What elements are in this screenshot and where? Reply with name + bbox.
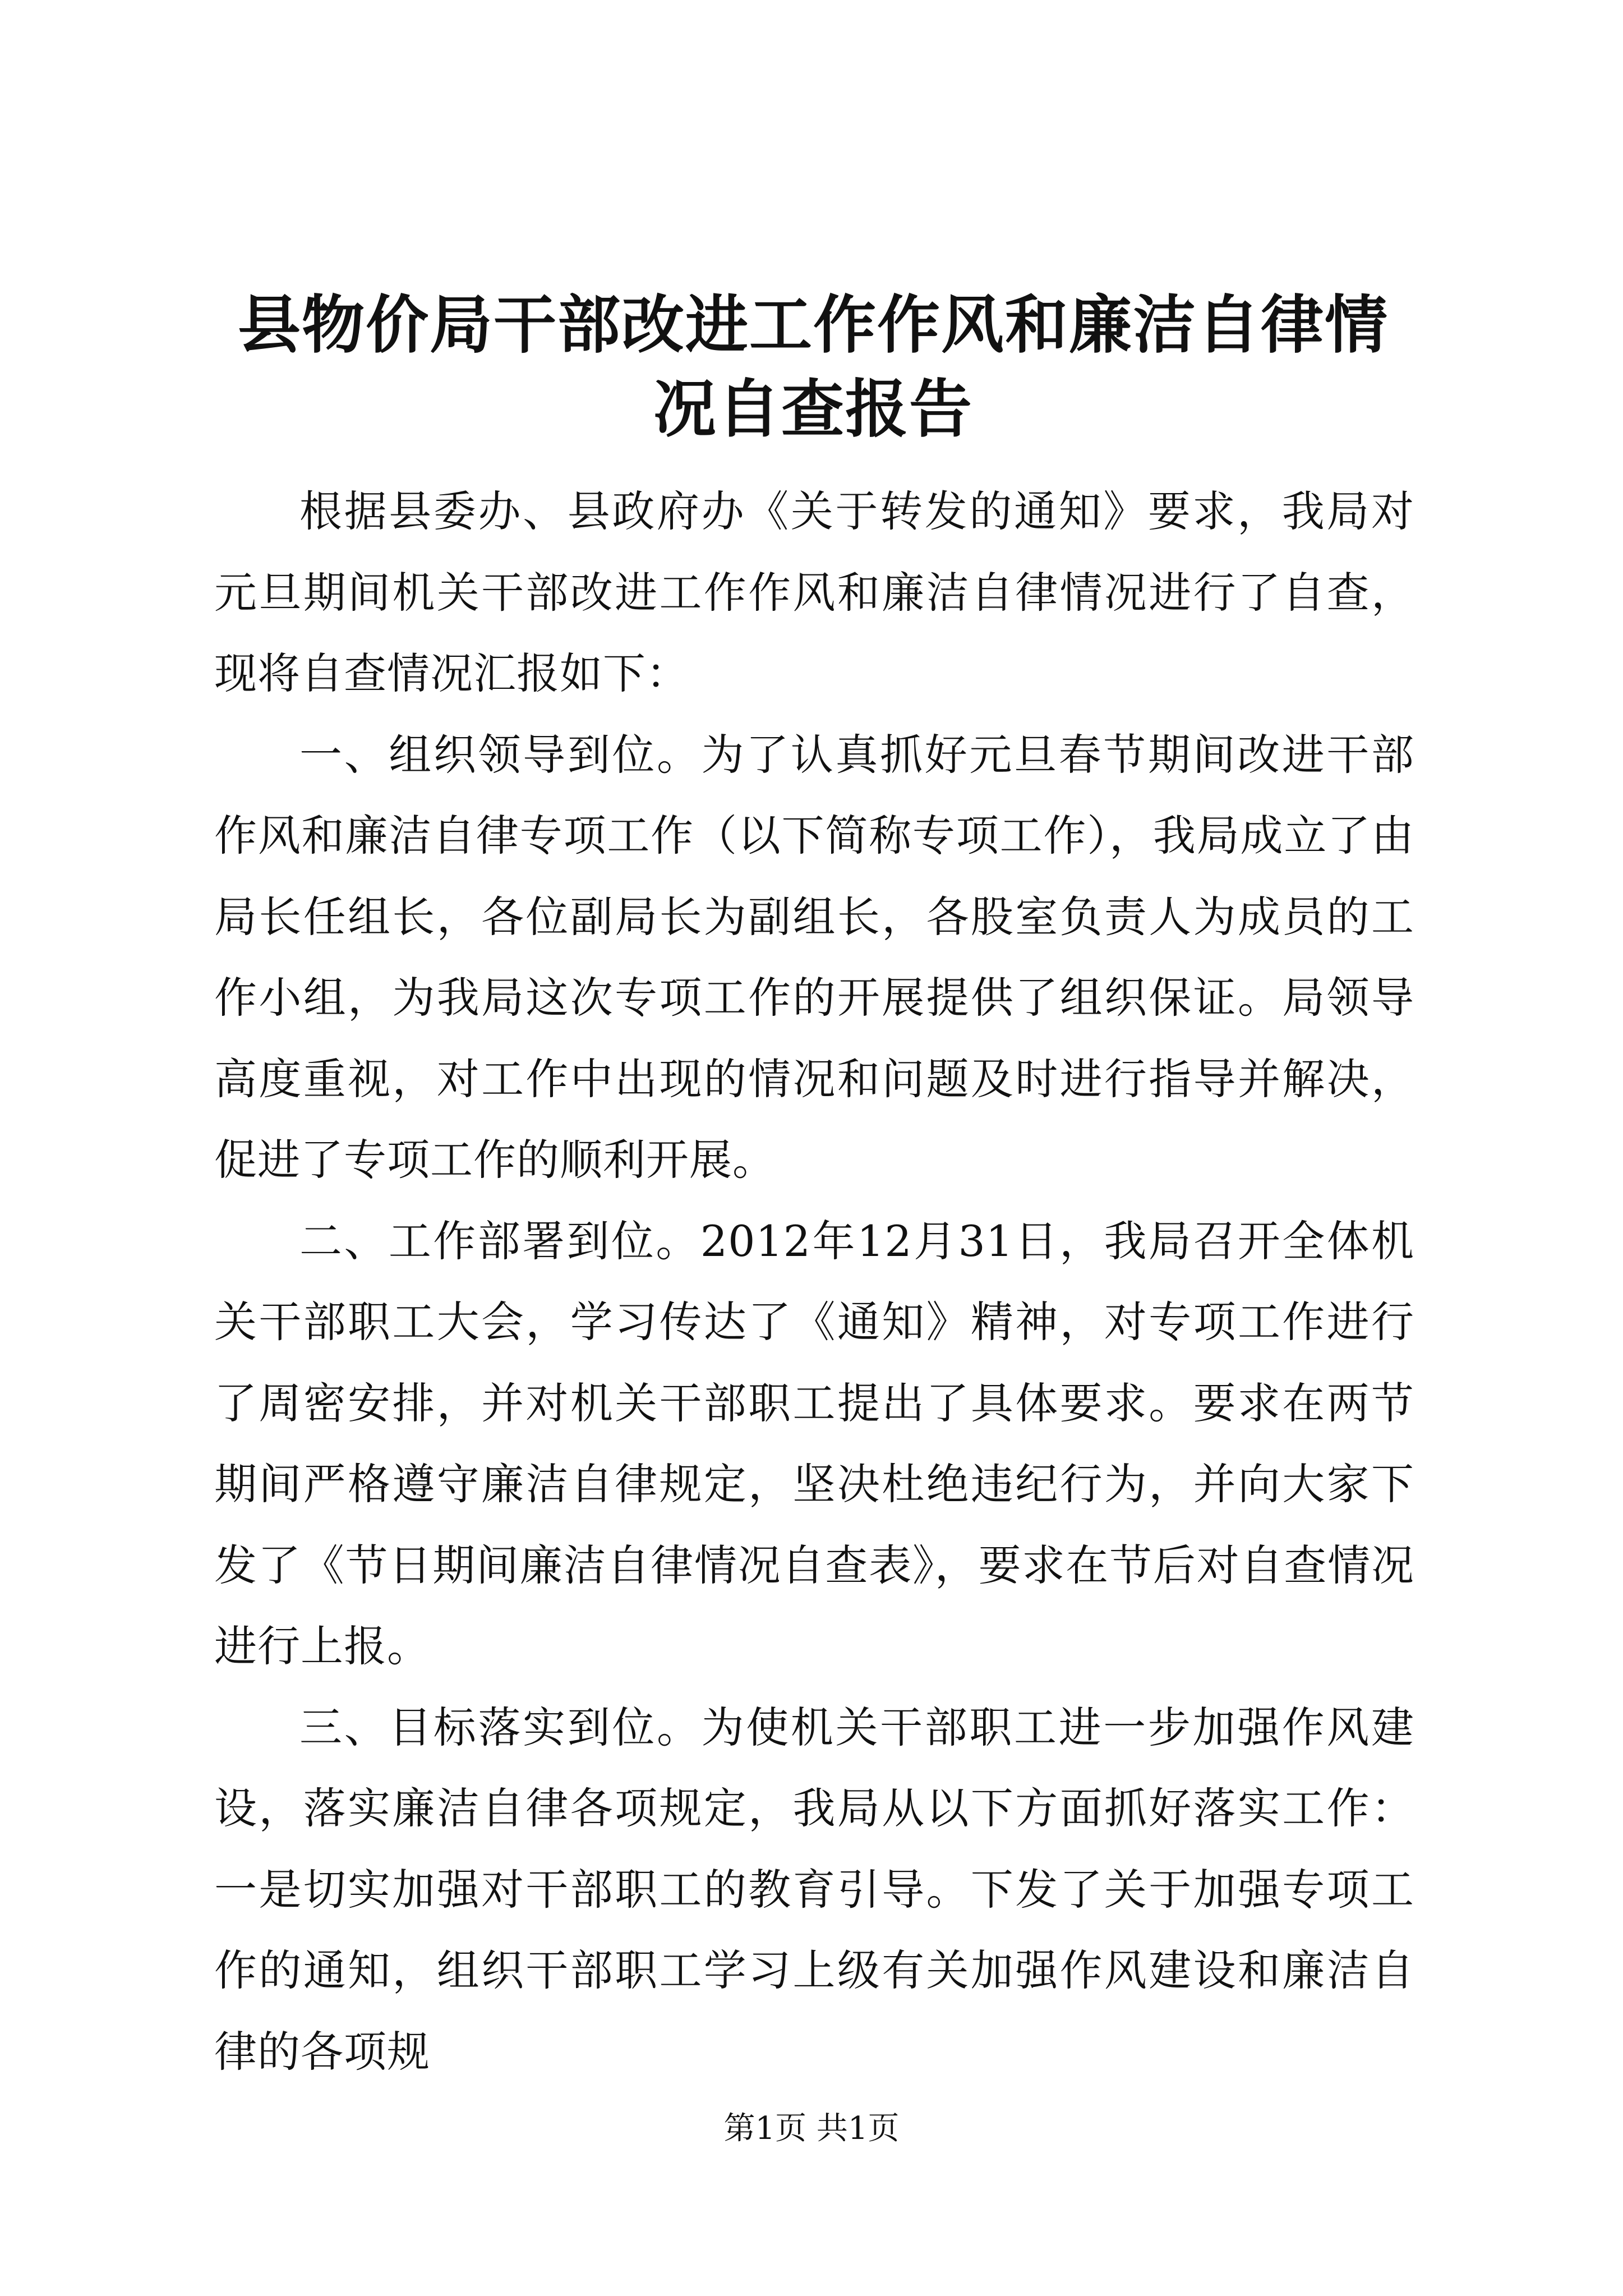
- paragraph-organization: 一、组织领导到位。为了认真抓好元旦春节期间改进干部作风和廉洁自律专项工作（以下简称专项工作），我局成立了由局长任组长，各位副局长为副组长，各股室负责人为成员的工作小组，为我局这次专项工作的开展提供了组织保证。局领导高度重视，对工作中出现的情况和问题及时进行指导并解决，促进了专项工作的顺利开展。: [214, 729, 1414, 1185]
- page-footer: 第1页 共1页: [723, 2110, 900, 2147]
- document-title: 县物价局干部改进工作作风和廉洁自律情况自查报告: [238, 288, 1389, 446]
- paragraph-deployment: 二、工作部署到位。2012年12月31日，我局召开全体机关干部职工大会，学习传达了《通知》精神，对专项工作进行了周密安排，并对机关干部职工提出了具体要求。要求在两节期间严格遵守廉洁自律规定，坚决杜绝违纪行为，并向大家下发了《节日期间廉洁自律情况自查表》，要求在节后对自查情况进行上报。: [214, 1216, 1414, 1671]
- document-body: [214, 471, 1414, 2092]
- paragraph-implementation: 三、目标落实到位。为使机关干部职工进一步加强作风建设，落实廉洁自律各项规定，我局从以下方面抓好落实工作：一是切实加强对干部职工的教育引导。下发了关于加强专项工作的通知，组织干部职工学习上级有关加强作风建设和廉洁自律的各项规: [214, 1702, 1414, 2077]
- paragraph-intro: 根据县委办、县政府办《关于转发的通知》要求，我局对元旦期间机关干部改进工作作风和廉洁自律情况进行了自查，现将自查情况汇报如下：: [214, 486, 1414, 698]
